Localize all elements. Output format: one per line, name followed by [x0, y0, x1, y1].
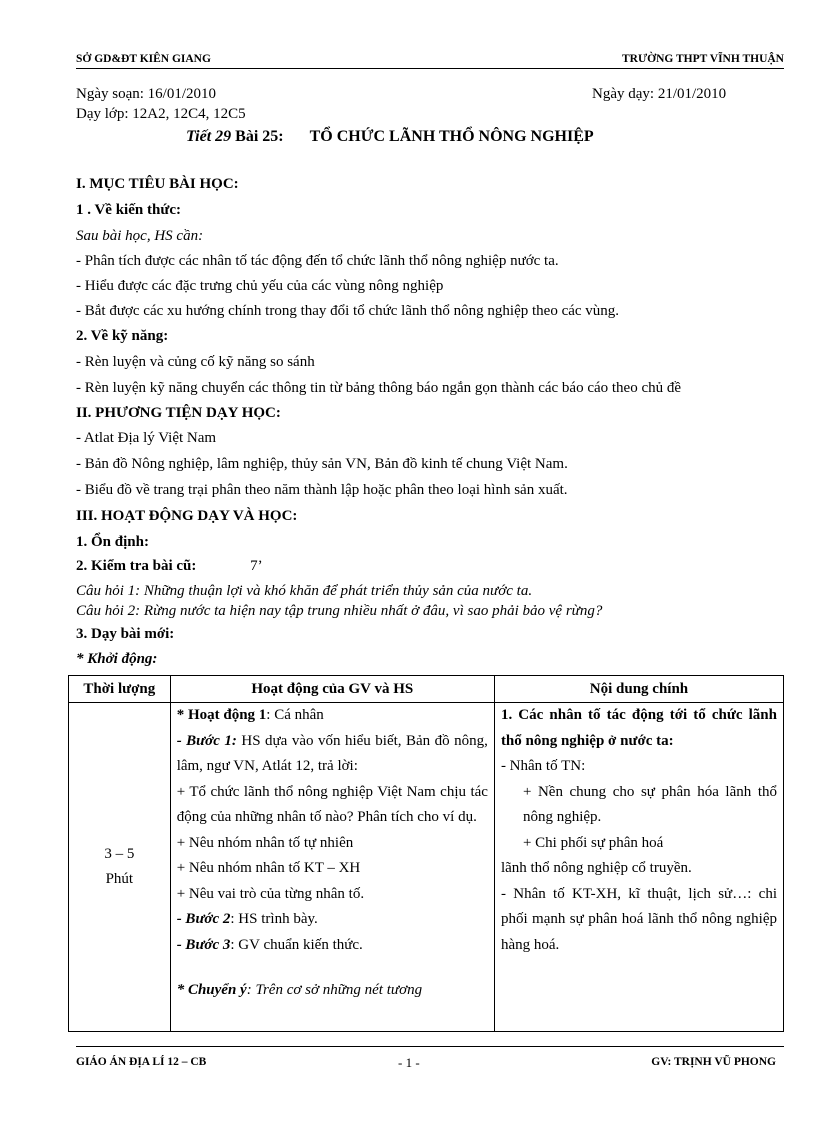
- activity-title-prefix: * Hoạt động 1: [176, 707, 267, 723]
- time-range: 3 – 5: [104, 846, 135, 862]
- material-item: - Atlat Địa lý Việt Nam: [76, 430, 217, 446]
- column-header-content: Nội dung chính: [494, 676, 783, 703]
- review-label: 2. Kiểm tra bài cũ:: [76, 558, 197, 574]
- transition-text: : Trên cơ sở những nét tương: [246, 982, 423, 998]
- content-subitem-cont: lãnh thổ nông nghiệp cổ truyền.: [500, 860, 692, 876]
- step-2: [177, 907, 488, 933]
- review-question: Câu hỏi 1: Những thuận lợi và khó khăn để phát triển thủy sản của nước ta.: [76, 583, 533, 599]
- prep-date: Ngày soạn: 16/01/2010: [76, 86, 216, 102]
- step-2-text: : HS trình bày.: [230, 911, 318, 927]
- material-item: - Biểu đồ về trang trại phân theo năm thành lập hoặc phân theo loại hình sản xuất.: [76, 482, 568, 498]
- section-materials: II. PHƯƠNG TIỆN DẠY HỌC:: [76, 405, 281, 421]
- content-item: - Nhân tố TN:: [500, 758, 586, 774]
- column-header-time: Thời lượng: [69, 676, 171, 703]
- step-3: [177, 933, 488, 959]
- question-item: + Nêu nhóm nhân tố tự nhiên: [176, 834, 354, 851]
- activity-title-rest: : Cá nhân: [266, 707, 324, 723]
- knowledge-item: - Bắt được các xu hướng chính trong thay đổi tổ chức lãnh thổ nông nghiệp theo các vùng.: [76, 303, 620, 319]
- time-unit: Phút: [105, 871, 134, 887]
- transition-note: [177, 978, 488, 1004]
- warm-up-label: * Khởi động:: [76, 651, 158, 667]
- content-subitem: + Nền chung cho sự phân hóa lãnh thổ nông nghiệp.: [522, 783, 777, 825]
- review-question: Câu hỏi 2: Rừng nước ta hiện nay tập trung nhiều nhất ở đâu, vì sao phải bảo vệ rừng?: [76, 603, 603, 619]
- question-item: + Nêu nhóm nhân tố KT – XH: [176, 860, 361, 876]
- subsection-stabilize: 1. Ổn định:: [76, 534, 149, 550]
- skill-item: - Rèn luyện và củng cố kỹ năng so sánh: [76, 354, 315, 370]
- lesson-period: Tiết 29: [186, 128, 232, 145]
- column-header-activity: Hoạt động của GV và HS: [170, 676, 494, 703]
- footer-subject: GIÁO ÁN ĐỊA LÍ 12 – CB: [76, 1056, 207, 1068]
- knowledge-intro: Sau bài học, HS cần:: [76, 228, 204, 244]
- review-time: 7’: [250, 558, 263, 574]
- time-cell: [69, 703, 171, 1032]
- section-activities: III. HOẠT ĐỘNG DẠY VÀ HỌC:: [76, 508, 298, 524]
- activity-title: [177, 703, 488, 729]
- knowledge-item: - Hiểu được các đặc trưng chủ yếu của các vùng nông nghiệp: [76, 278, 444, 294]
- content-heading: 1. Các nhân tố tác động tới tổ chức lãnh thổ nông nghiệp ở nước ta:: [500, 707, 777, 749]
- lesson-number: Bài 25:: [235, 128, 284, 145]
- page-number: - 1 -: [398, 1055, 420, 1070]
- content-subitem: + Chi phối sự phân hoá: [522, 834, 664, 851]
- question-item: + Nêu vai trò của từng nhân tố.: [176, 885, 365, 902]
- classes: Dạy lớp: 12A2, 12C4, 12C5: [76, 106, 246, 122]
- page-header: [76, 50, 784, 69]
- page-footer: [76, 1046, 784, 1070]
- skill-item: - Rèn luyện kỹ năng chuyển các thông tin từ bảng thông báo ngắn gọn thành các báo cáo theo chủ đề: [76, 380, 682, 396]
- content-item: - Nhân tố KT-XH, kĩ thuật, lịch sử…: chi phối mạnh sự phân hoá lãnh thổ nông nghiệp hàng hoá.: [500, 885, 777, 953]
- subsection-new-lesson: 3. Dạy bài mới:: [76, 626, 175, 642]
- step-3-text: : GV chuẩn kiến thức.: [230, 936, 363, 953]
- footer-teacher: GV: TRỊNH VŨ PHONG: [651, 1056, 776, 1068]
- header-school: TRƯỜNG THPT VĨNH THUẬN: [622, 53, 784, 65]
- step-1-label: - Bước 1:: [176, 732, 237, 749]
- lesson-title: [186, 128, 594, 146]
- transition-label: * Chuyển ý: [176, 982, 247, 998]
- material-item: - Bản đồ Nông nghiệp, lâm nghiệp, thủy sản VN, Bản đồ kinh tế chung Việt Nam.: [76, 456, 568, 472]
- subsection-knowledge: 1 . Về kiến thức:: [76, 202, 181, 218]
- subsection-skills: 2. Về kỹ năng:: [76, 328, 169, 344]
- table-row: [69, 703, 784, 1032]
- lesson-table: [68, 675, 784, 1032]
- question-item: + Tổ chức lãnh thổ nông nghiệp Việt Nam chịu tác động của những nhân tố nào? Phân tích cho ví dụ.: [176, 783, 488, 825]
- spacer: [177, 958, 488, 978]
- header-department: SỞ GD&ĐT KIÊN GIANG: [76, 53, 211, 65]
- activity-cell: [170, 703, 494, 1032]
- section-objectives: I. MỤC TIÊU BÀI HỌC:: [76, 176, 239, 192]
- table-header-row: [69, 676, 784, 703]
- teach-date: Ngày dạy: 21/01/2010: [592, 86, 727, 102]
- lesson-name: TỔ CHỨC LÃNH THỔ NÔNG NGHIỆP: [309, 128, 594, 145]
- step-1-text: HS dựa vào vốn hiểu biết, Bản đồ nông, lâm, ngư VN, Atlát 12, trả lời:: [176, 732, 488, 774]
- step-2-label: - Bước 2: [176, 911, 231, 927]
- content-cell: [494, 703, 783, 1032]
- step-1: [177, 729, 488, 780]
- subsection-review: [76, 558, 263, 575]
- step-3-label: - Bước 3: [176, 936, 231, 953]
- knowledge-item: - Phân tích được các nhân tố tác động đến tổ chức lãnh thổ nông nghiệp nước ta.: [76, 253, 559, 269]
